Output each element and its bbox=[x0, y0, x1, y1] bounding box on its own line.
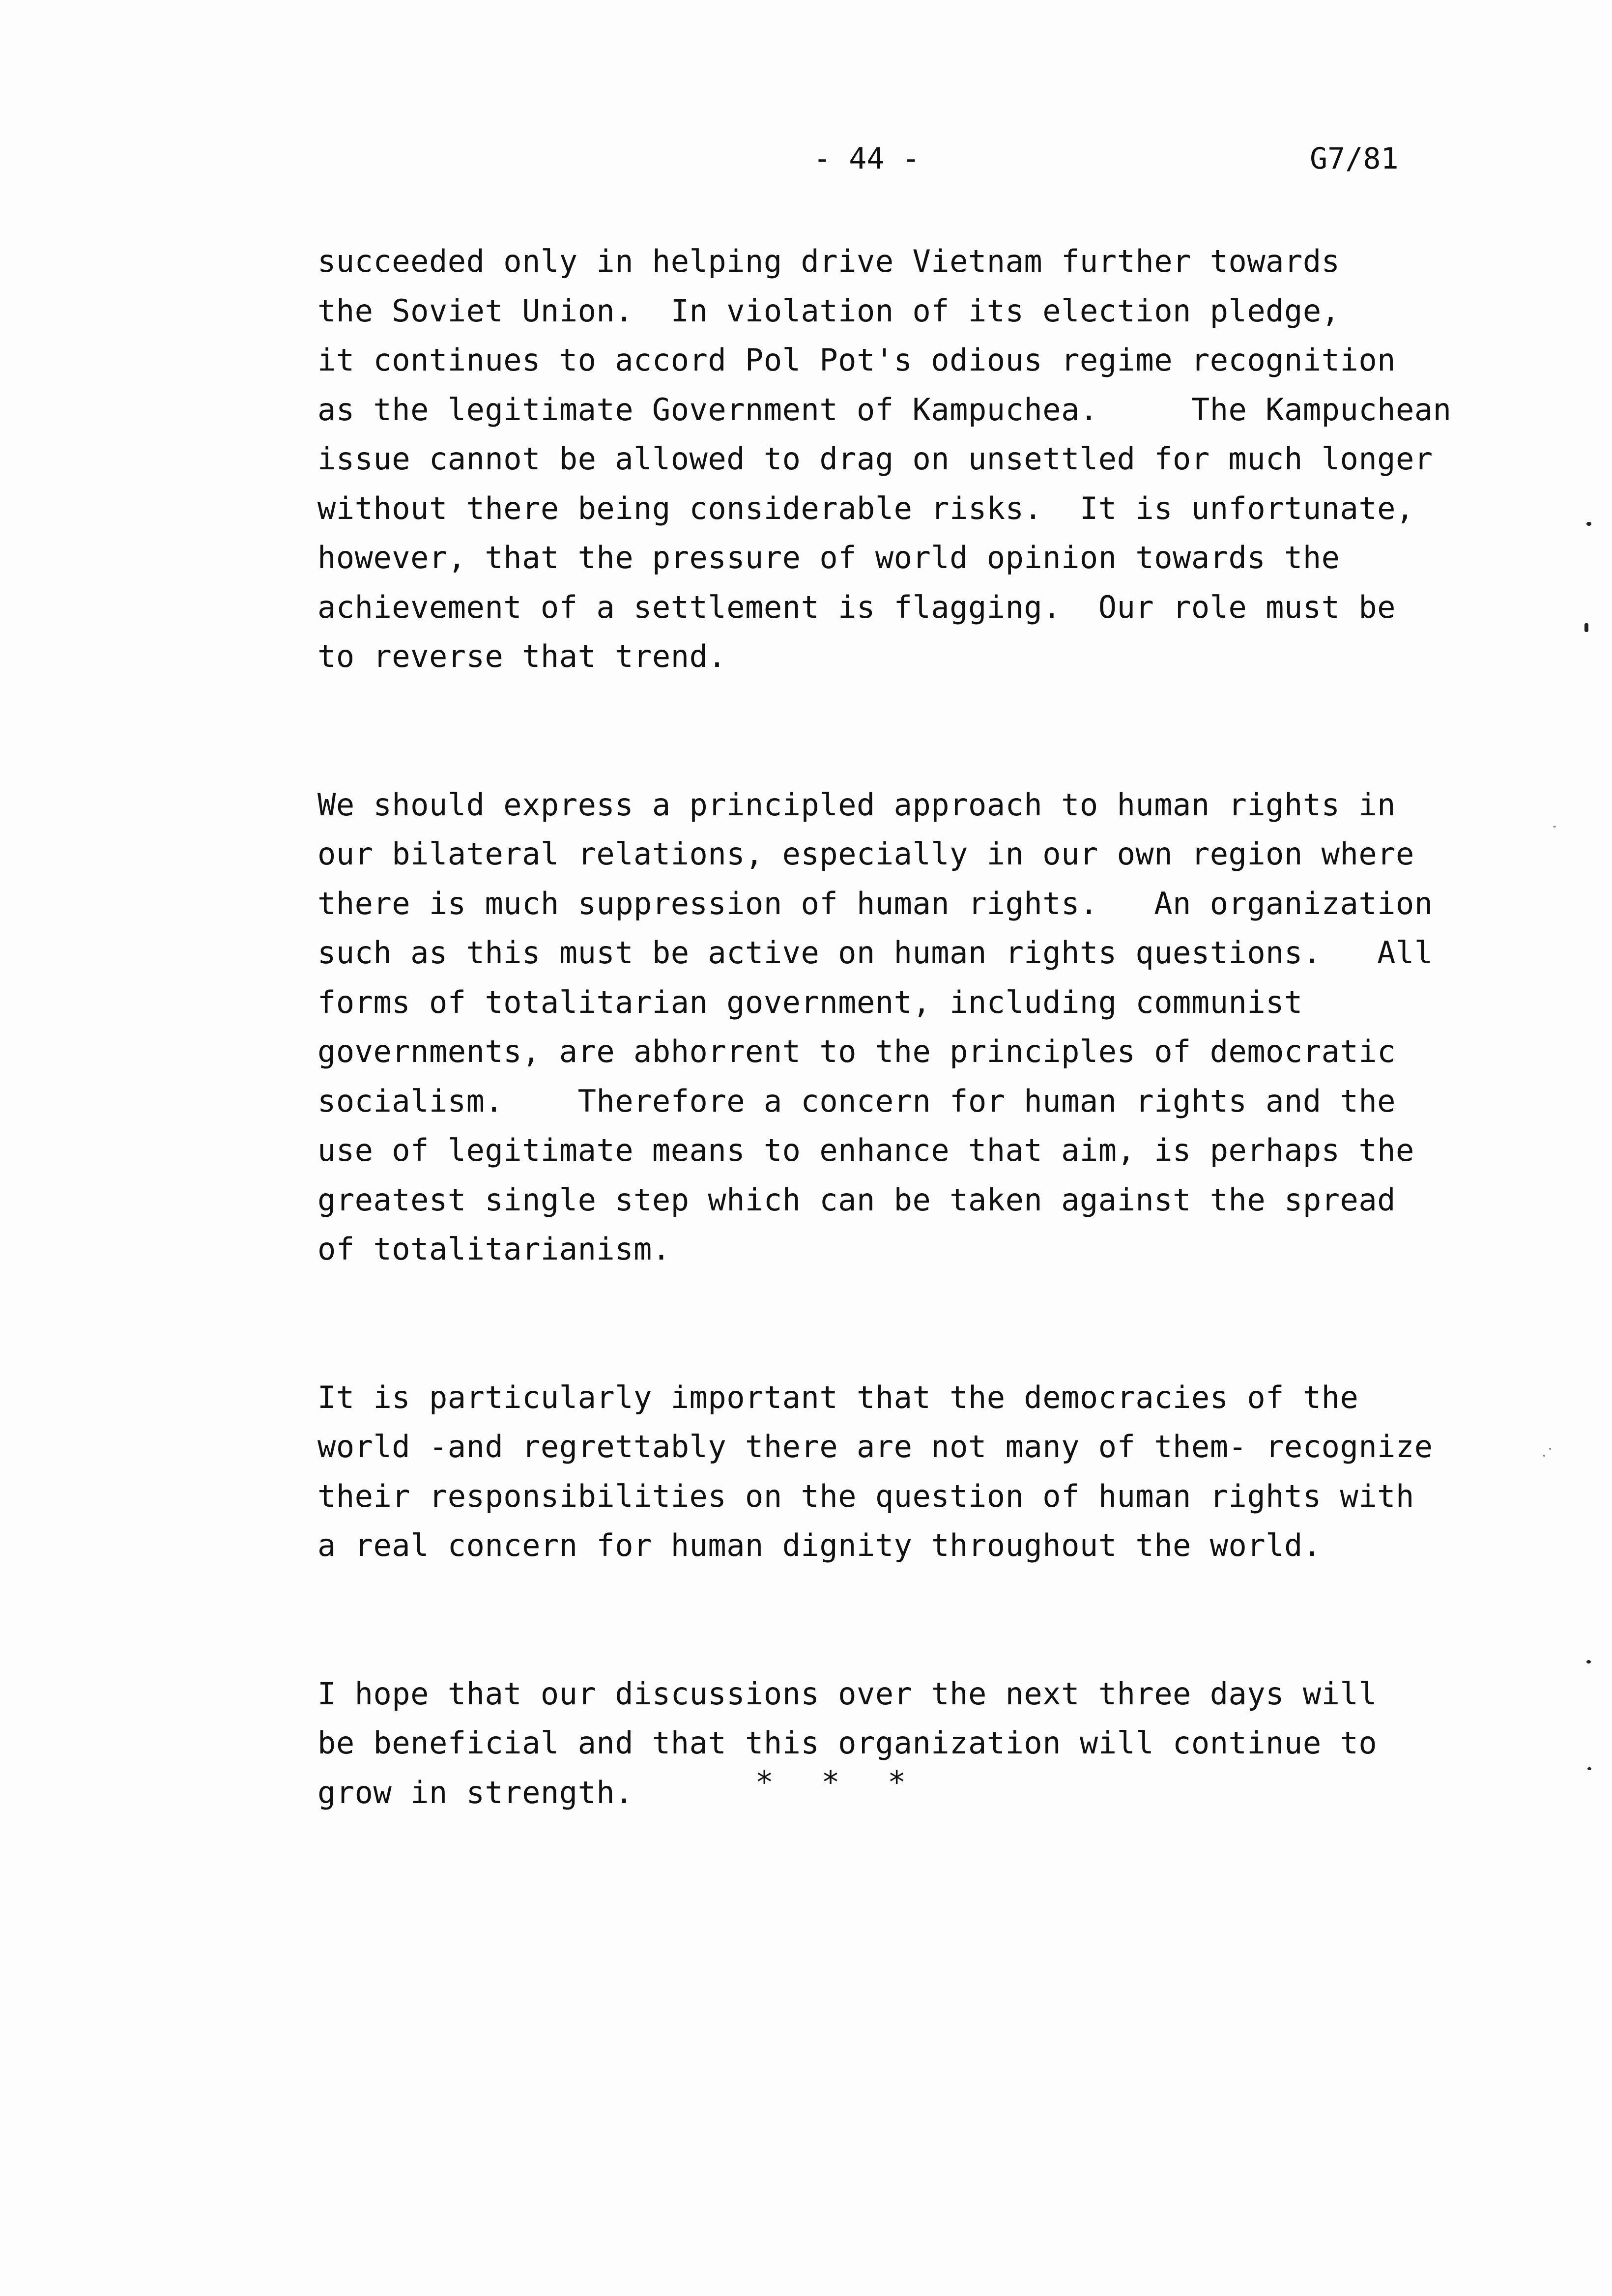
document-reference: G7/81 bbox=[1310, 142, 1399, 176]
text-line: achievement of a settlement is flagging. Our role must be bbox=[317, 589, 1396, 625]
text-line: governments, are abhorrent to the principles of democratic bbox=[317, 1033, 1396, 1069]
text-line: the Soviet Union. In violation of its election pledge, bbox=[317, 292, 1340, 329]
text-line: grow in strength. bbox=[317, 1774, 634, 1810]
text-line: use of legitimate means to enhance that aim, is perhaps the bbox=[317, 1132, 1414, 1168]
text-line: greatest single step which can be taken against the spread bbox=[317, 1181, 1396, 1218]
text-line: a real concern for human dignity throughout the world. bbox=[317, 1527, 1322, 1563]
scan-speck bbox=[1587, 1767, 1591, 1770]
scan-speck bbox=[1584, 623, 1588, 632]
paragraph-kampuchea bbox=[317, 237, 1522, 682]
text-line: issue cannot be allowed to drag on unsettled for much longer bbox=[317, 441, 1433, 477]
text-line: succeeded only in helping drive Vietnam further towards bbox=[317, 243, 1340, 279]
text-line: our bilateral relations, especially in our own region where bbox=[317, 836, 1414, 872]
text-line: their responsibilities on the question of human rights with bbox=[317, 1478, 1414, 1514]
text-line: without there being considerable risks. It is unfortunate, bbox=[317, 490, 1414, 526]
text-line: such as this must be active on human rights questions. All bbox=[317, 935, 1433, 971]
paragraph-human-rights bbox=[317, 780, 1522, 1274]
page-header bbox=[0, 137, 1612, 181]
section-separator: * * * bbox=[755, 1764, 921, 1800]
scan-speck bbox=[1543, 1455, 1545, 1457]
text-line: it continues to accord Pol Pot's odious regime recognition bbox=[317, 342, 1396, 378]
text-line: socialism. Therefore a concern for human rights and the bbox=[317, 1083, 1396, 1119]
text-line: We should express a principled approach to human rights in bbox=[317, 786, 1396, 823]
body-text bbox=[317, 237, 1522, 1916]
text-line: forms of totalitarian government, including communist bbox=[317, 984, 1303, 1020]
page-number: - 44 - bbox=[813, 142, 920, 176]
text-line: I hope that our discussions over the next three days will bbox=[317, 1675, 1378, 1712]
text-line: of totalitarianism. bbox=[317, 1231, 671, 1267]
text-line: to reverse that trend. bbox=[317, 638, 727, 674]
text-line: be beneficial and that this organization will continue to bbox=[317, 1725, 1378, 1761]
text-line: world -and regrettably there are not many of them- recognize bbox=[317, 1429, 1433, 1464]
text-line: as the legitimate Government of Kampuchea. The Kampuchean bbox=[317, 391, 1452, 428]
scan-speck bbox=[1586, 1660, 1591, 1664]
scan-speck bbox=[1549, 1448, 1551, 1450]
text-line: It is particularly important that the democracies of the bbox=[317, 1379, 1359, 1415]
text-line: there is much suppression of human rights. An organization bbox=[317, 885, 1433, 921]
scan-speck bbox=[1586, 522, 1591, 526]
scan-speck bbox=[1553, 826, 1556, 828]
paragraph-democracies bbox=[317, 1373, 1522, 1571]
text-line: however, that the pressure of world opinion towards the bbox=[317, 540, 1340, 575]
